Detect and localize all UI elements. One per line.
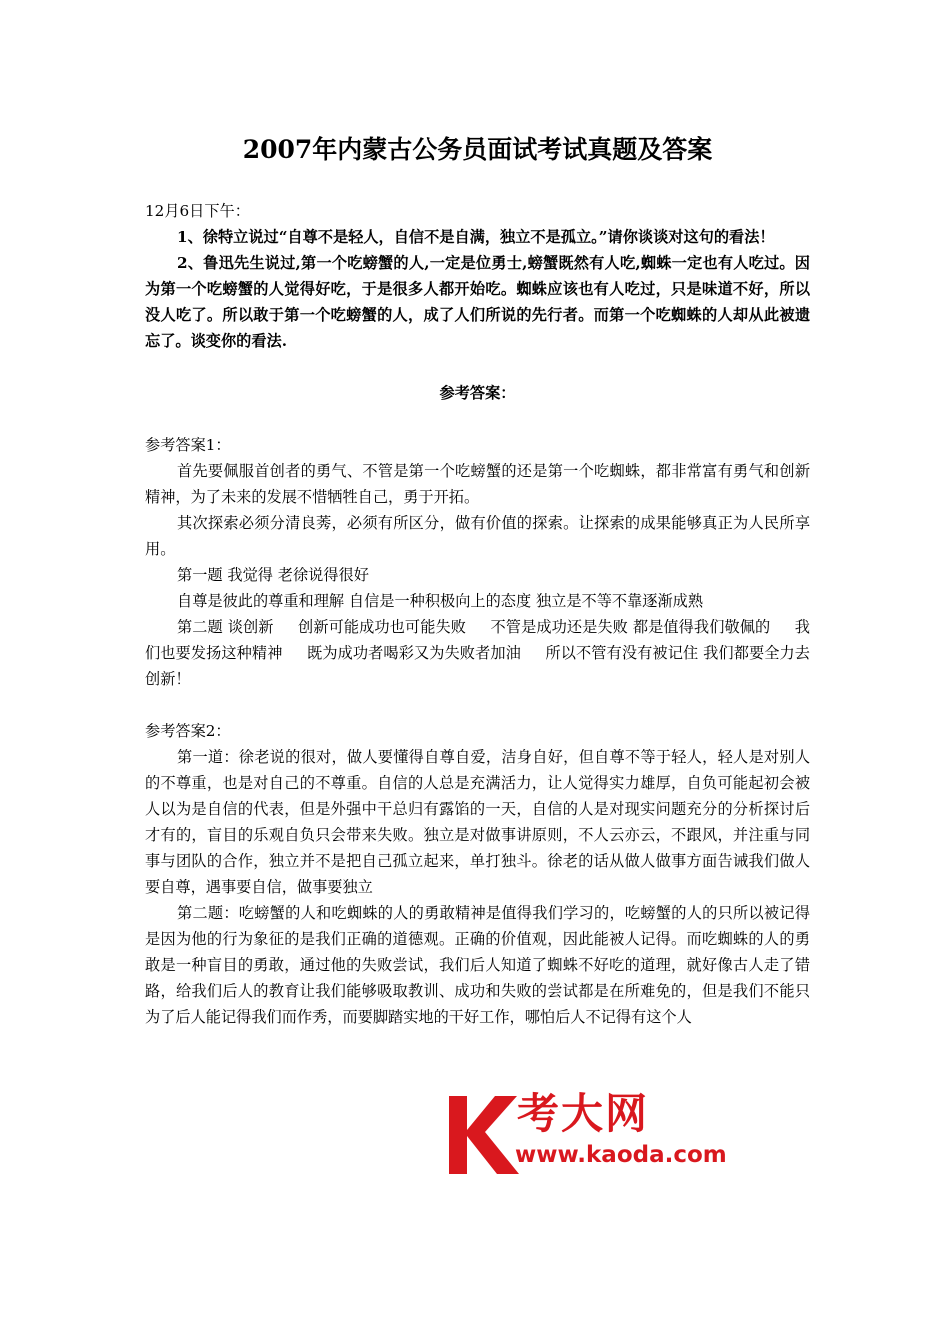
document-body bbox=[145, 198, 810, 1030]
kaoda-logo bbox=[445, 1090, 775, 1180]
document-title: 2007年内蒙古公务员面试考试真题及答案 bbox=[242, 135, 713, 164]
kaoda-k-icon bbox=[445, 1090, 521, 1178]
question-1: 1、徐特立说过“自尊不是轻人，自信不是自满，独立不是孤立。”请你谈谈对这句的看法！ bbox=[177, 228, 775, 246]
logo-name: 考大网 bbox=[517, 1089, 650, 1138]
date-line: 12月6日下午： bbox=[145, 202, 250, 220]
answer1-paragraph: 首先要佩服首创者的勇气、不管是第一个吃螃蟹的还是第一个吃蜘蛛，都非常富有勇气和创新精神，为了未来的发展不惜牺牲自己，勇于开拓。 bbox=[145, 462, 810, 506]
answer2-paragraph: 第一道：徐老说的很对，做人要懂得自尊自爱，洁身自好，但自尊不等于轻人，轻人是对别人的不尊重，也是对自己的不尊重。自信的人总是充满活力，让人觉得实力雄厚，自负可能起初会被人以为是自信的代表，但是外强中干总归有露馅的一天，自信的人是对现实问题充分的分析探讨后才有的，盲目的乐观自负只会带来失败。独立是对做事讲原则，不人云亦云，不跟风，并注重与同事与团队的合作，独立并不是把自己孤立起来，单打独斗。徐老的话从做人做事方面告诫我们做人要自尊，遇事要自信，做事要独立 bbox=[145, 748, 810, 896]
answer1-paragraph: 其次探索必须分清良莠，必须有所区分，做有价值的探索。让探索的成果能够真正为人民所享用。 bbox=[145, 514, 810, 558]
logo-url: www.kaoda.com bbox=[515, 1142, 727, 1168]
answer1-paragraph: 第一题 我觉得 老徐说得很好 bbox=[177, 566, 369, 584]
answer1-label: 参考答案1： bbox=[145, 436, 231, 454]
answer1-paragraph: 自尊是彼此的尊重和理解 自信是一种积极向上的态度 独立是不等不靠逐渐成熟 bbox=[177, 592, 704, 610]
spacer bbox=[145, 692, 810, 718]
answer2-paragraph: 第二题：吃螃蟹的人和吃蜘蛛的人的勇敢精神是值得我们学习的，吃螃蟹的人的只所以被记得是因为他的行为象征的是我们正确的道德观。正确的价值观，因此能被人记得。而吃蜘蛛的人的勇敢是一种盲目的勇敢，通过他的失败尝试，我们后人知道了蜘蛛不好吃的道理，就好像古人走了错路，给我们后人的教育让我们能够吸取教训、成功和失败的尝试都是在所难免的，但是我们不能只为了后人能记得我们而作秀，而要脚踏实地的干好工作，哪怕后人不记得有这个人 bbox=[145, 904, 810, 1026]
answer1-paragraph: 第二题 谈创新 创新可能成功也可能失败 不管是成功还是失败 都是值得我们敬佩的 我们也要发扬这种精神 既为成功者喝彩又为失败者加油 所以不管有没有被记住 我们都要全力去创新！ bbox=[145, 618, 810, 688]
reference-heading: 参考答案： bbox=[439, 384, 516, 402]
answer2-label: 参考答案2： bbox=[145, 722, 231, 740]
spacer bbox=[145, 406, 810, 432]
question-2: 2、鲁迅先生说过,第一个吃螃蟹的人,一定是位勇士,螃蟹既然有人吃,蜘蛛一定也有人吃过。因为第一个吃螃蟹的人觉得好吃，于是很多人都开始吃。蜘蛛应该也有人吃过，只是味道不好，所以没人吃了。所以敢于第一个吃螃蟹的人，成了人们所说的先行者。而第一个吃蜘蛛的人却从此被遗忘了。谈变你的看法. bbox=[145, 254, 810, 350]
spacer bbox=[145, 354, 810, 380]
